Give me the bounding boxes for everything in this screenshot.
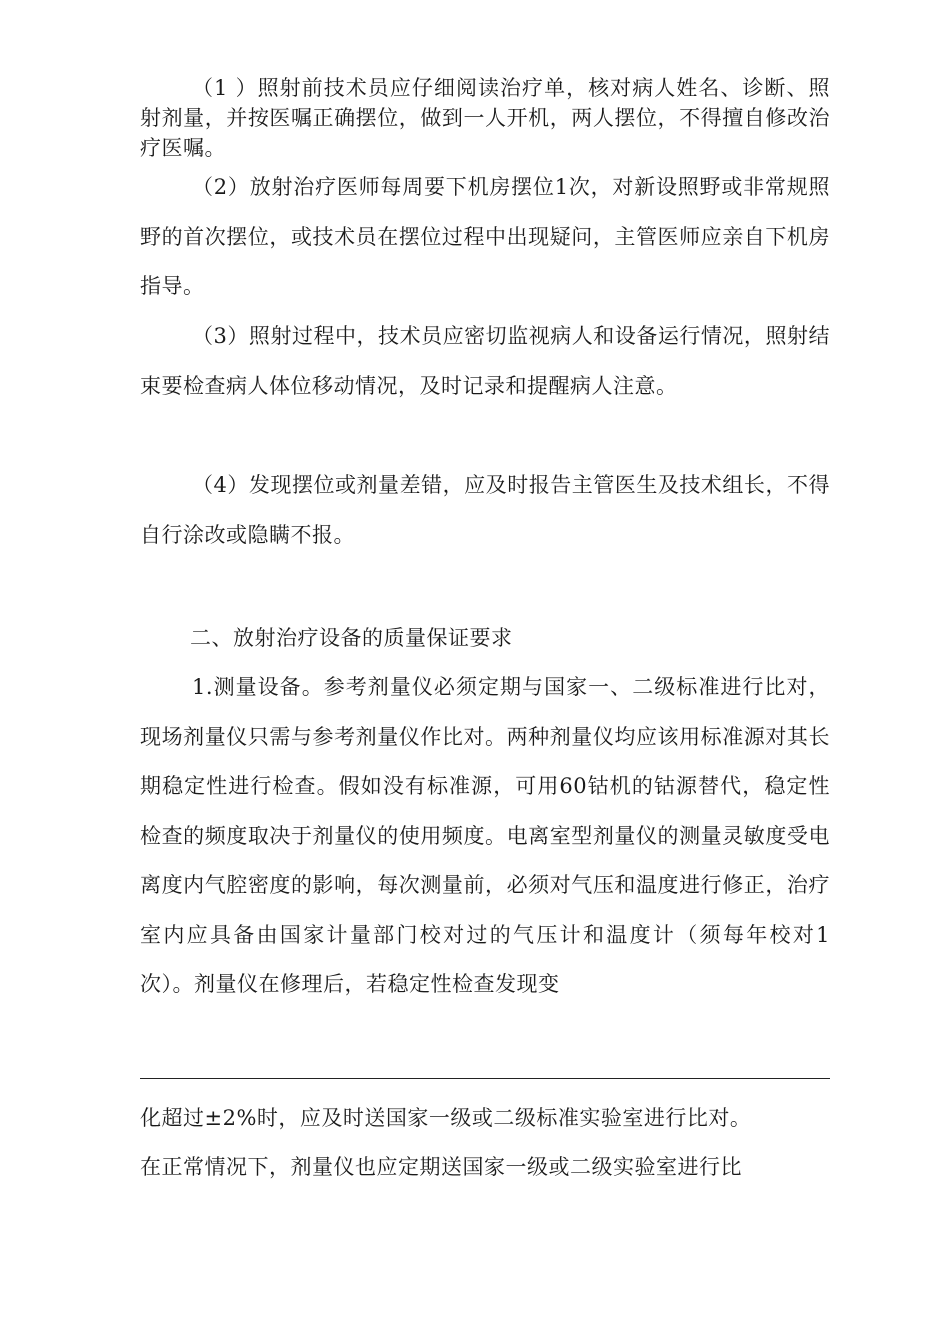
paragraph-2: （2）放射治疗医师每周要下机房摆位1次，对新设照野或非常规照野的首次摆位，或技术员在摆位过程中出现疑问，主管医师应亲自下机房指导。: [140, 175, 830, 298]
paragraph-3: （3）照射过程中，技术员应密切监视病人和设备运行情况，照射结束要检查病人体位移动情况，及时记录和提醒病人注意。: [140, 324, 830, 398]
continuation-line-2: 在正常情况下，剂量仪也应定期送国家一级或二级实验室进行比: [140, 1155, 742, 1179]
paragraph-1: （1 ）照射前技术员应仔细阅读治疗单，核对病人姓名、诊断、照射剂量，并按医嘱正确摆位，做到一人开机，两人摆位，不得擅自修改治疗医嘱。: [140, 76, 830, 160]
section-heading: 二、放射治疗设备的质量保证要求: [190, 626, 513, 650]
paragraph-4: （4）发现摆位或剂量差错，应及时报告主管医生及技术组长，不得自行涂改或隐瞒不报。: [140, 473, 830, 547]
page-divider: [140, 1078, 830, 1079]
continuation-line-1: 化超过±2%时，应及时送国家一级或二级标准实验室进行比对。: [140, 1106, 752, 1130]
paragraph-measurement-equipment: 1.测量设备。参考剂量仪必须定期与国家一、二级标准进行比对，现场剂量仪只需与参考剂量仪作比对。两种剂量仪均应该用标准源对其长期稳定性进行检查。假如没有标准源，可用60钴机的钴源替代，稳定性检查的频度取决于剂量仪的使用频度。电离室型剂量仪的测量灵敏度受电离度内气腔密度的影响，每次测量前，必须对气压和温度进行修正，治疗室内应具备由国家计量部门校对过的气压计和温度计（须每年校对1次）。剂量仪在修理后，若稳定性检查发现变: [140, 675, 830, 996]
